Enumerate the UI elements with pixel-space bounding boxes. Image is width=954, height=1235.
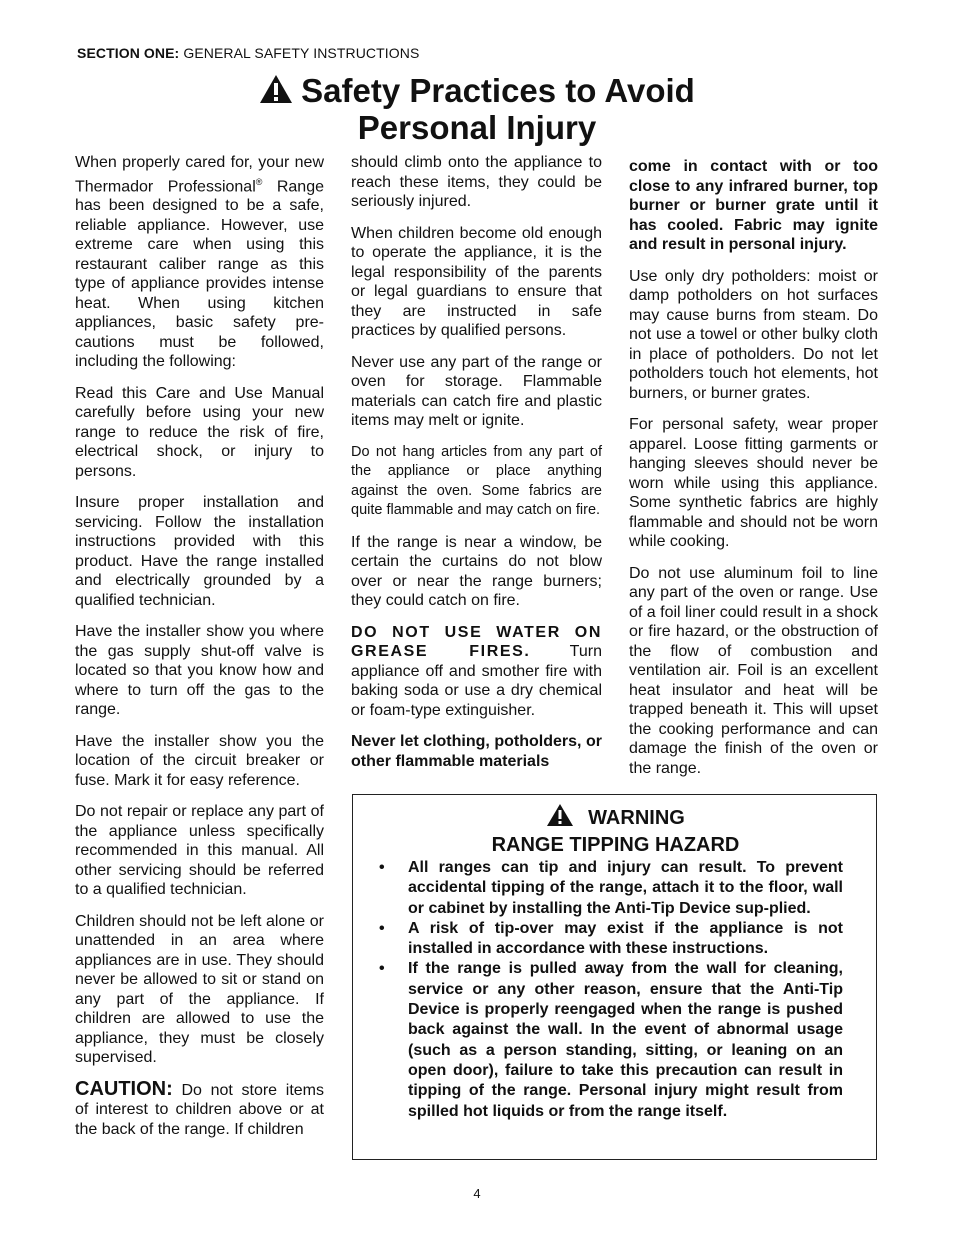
warning-item-text: A risk of tip-over may exist if the appliance is not installed in accordance with these instructions. <box>408 919 843 958</box>
col2-paragraph-2: When children become old enough to operate the appliance, it is the legal responsibility of the parents or legal guardians to ensure that they are instructed in safe practices by qualified persons. <box>351 224 602 339</box>
col2-paragraph-6 <box>351 623 602 721</box>
grease-fire-text: Turn appliance off and smother fire with baking soda or use a dry chemical or foam-type extinguisher. <box>351 643 602 719</box>
title-text-line-1: Safety Practices to Avoid <box>301 72 695 109</box>
warning-item-text: If the range is pulled away from the wall for cleaning, service or any other reason, ensure that the Anti-Tip Device is properly reengaged when the range is pushed back against the wall. In the event of abnormal usage (such as a person standing, sitting, or leaning on an open door), failure to take this precaution can result in tipping of the range. Personal injury might result from spilled hot liquids or from the range itself. <box>408 960 843 1120</box>
col1-paragraph-7: Children should not be left alone or unattended in an area where appliances are in use. They should never be allowed to sit or stand on any part of the appliance. If children are allowed to use the appliance, they must be closely supervised. <box>75 912 324 1067</box>
col3-paragraph-1: come in contact with or too close to any infrared burner, top burner or burner grate until it has cooled. Fabric may ignite and result in personal injury. <box>629 158 878 253</box>
column-2 <box>351 153 602 783</box>
col1-caution <box>75 1077 324 1140</box>
grease-fire-warning: DO NOT USE WATER ON GREASE FIRES. <box>351 623 602 660</box>
col1-paragraph-intro <box>75 153 324 372</box>
col1-intro-text-cont: Range has been designed to be a safe, reliable appliance. However, use extreme care when using this restaurant caliber range as this type of appliance provides intense heat. When using kitchen appliances, basic safety pre-cautions must be followed, including the following: <box>75 177 324 371</box>
warning-heading <box>353 803 878 859</box>
col2-paragraph-5: If the range is near a window, be certain the curtains do not blow over or near the range burners; they could catch on fire. <box>351 533 602 609</box>
warning-item <box>375 858 843 919</box>
bullet: • <box>379 919 385 937</box>
col2-paragraph-1: should climb onto the appliance to reach these items, they could be seriously injured. <box>351 154 602 210</box>
col1-paragraph-4: Have the installer show you where the gas supply shut-off valve is located so that you know how and where to turn off the gas to the range. <box>75 623 324 719</box>
caution-text: Do not store items of interest to children above or at the back of the range. If children <box>75 1081 324 1138</box>
col3-paragraph-3: For personal safety, wear proper apparel. Loose fitting garments or hanging sleeves should never be worn while using this appliance. Some synthetic fabrics are highly flammable and should not be worn while cooking. <box>629 416 878 550</box>
title-text-line-2: Personal Injury <box>357 109 597 146</box>
col1-paragraph-3: Insure proper installation and servicing. Follow the installation instructions provided with this product. Have the range installed and electrically grounded by a qualified technician. <box>75 494 324 609</box>
section-name: GENERAL SAFETY INSTRUCTIONS <box>183 45 420 61</box>
col1-paragraph-6: Do not repair or replace any part of the appliance unless specifically recommended in this manual. All other servicing should be referred to a qualified technician. <box>75 803 324 899</box>
warning-item <box>375 919 843 960</box>
warning-triangle-icon <box>259 74 293 104</box>
page-title <box>0 72 954 146</box>
col2-paragraph-3: Never use any part of the range or oven for storage. Flammable materials can catch fire and plastic items may melt or ignite. <box>351 353 602 429</box>
title-line-1 <box>0 72 954 109</box>
warning-list <box>375 858 843 1122</box>
warning-item <box>375 959 843 1121</box>
column-1 <box>75 153 324 1151</box>
section-header <box>77 45 419 61</box>
col2-paragraph-7: Never let clothing, potholders, or other flammable materials <box>351 733 602 770</box>
col3-paragraph-4: Do not use aluminum foil to line any part of the oven or range. Use of a foil liner could result in a shock or fire hazard, or the obstruction of the flow of combustion and ventilation air. Foil is an excellent heat insulator and heat will be trapped beneath it. This will upset the cooking performance and can damage the finish of the oven or the range. <box>629 564 879 777</box>
warning-label: WARNING <box>588 807 685 829</box>
warning-subtitle: RANGE TIPPING HAZARD <box>491 834 740 856</box>
registered-mark: ® <box>255 176 263 187</box>
column-3 <box>629 157 878 790</box>
col3-paragraph-2: Use only dry potholders: moist or damp potholders on hot surfaces may cause burns from steam. Do not use a towel or other bulky cloth in place of potholders. Do not let potholders touch hot elements, hot burners, or burner grates. <box>629 267 878 402</box>
warning-triangle-icon <box>546 803 574 827</box>
warning-item-text: All ranges can tip and injury can result. To prevent accidental tipping of the range, attach it to the floor, wall or cabinet by installing the Anti-Tip Device sup-plied. <box>408 859 843 917</box>
col1-paragraph-2: Read this Care and Use Manual carefully before using your new range to reduce the risk of fire, electrical shock, or injury to persons. <box>75 384 324 480</box>
col1-intro-text: When properly cared for, your new Thermador Professional <box>75 154 324 195</box>
caution-label: CAUTION: <box>75 1077 173 1100</box>
warning-box <box>352 794 877 1160</box>
page-number: 4 <box>473 1186 481 1201</box>
bullet: • <box>379 960 385 978</box>
col2-paragraph-4: Do not hang articles from any part of the appliance or place anything against the oven. Some fabrics are quite flammable and may catch on fire. <box>351 443 602 518</box>
section-label: SECTION ONE: <box>77 45 180 61</box>
warning-heading-line-1 <box>353 803 878 832</box>
col1-paragraph-5: Have the installer show you the location of the circuit breaker or fuse. Mark it for easy reference. <box>75 732 324 789</box>
bullet: • <box>379 859 385 876</box>
